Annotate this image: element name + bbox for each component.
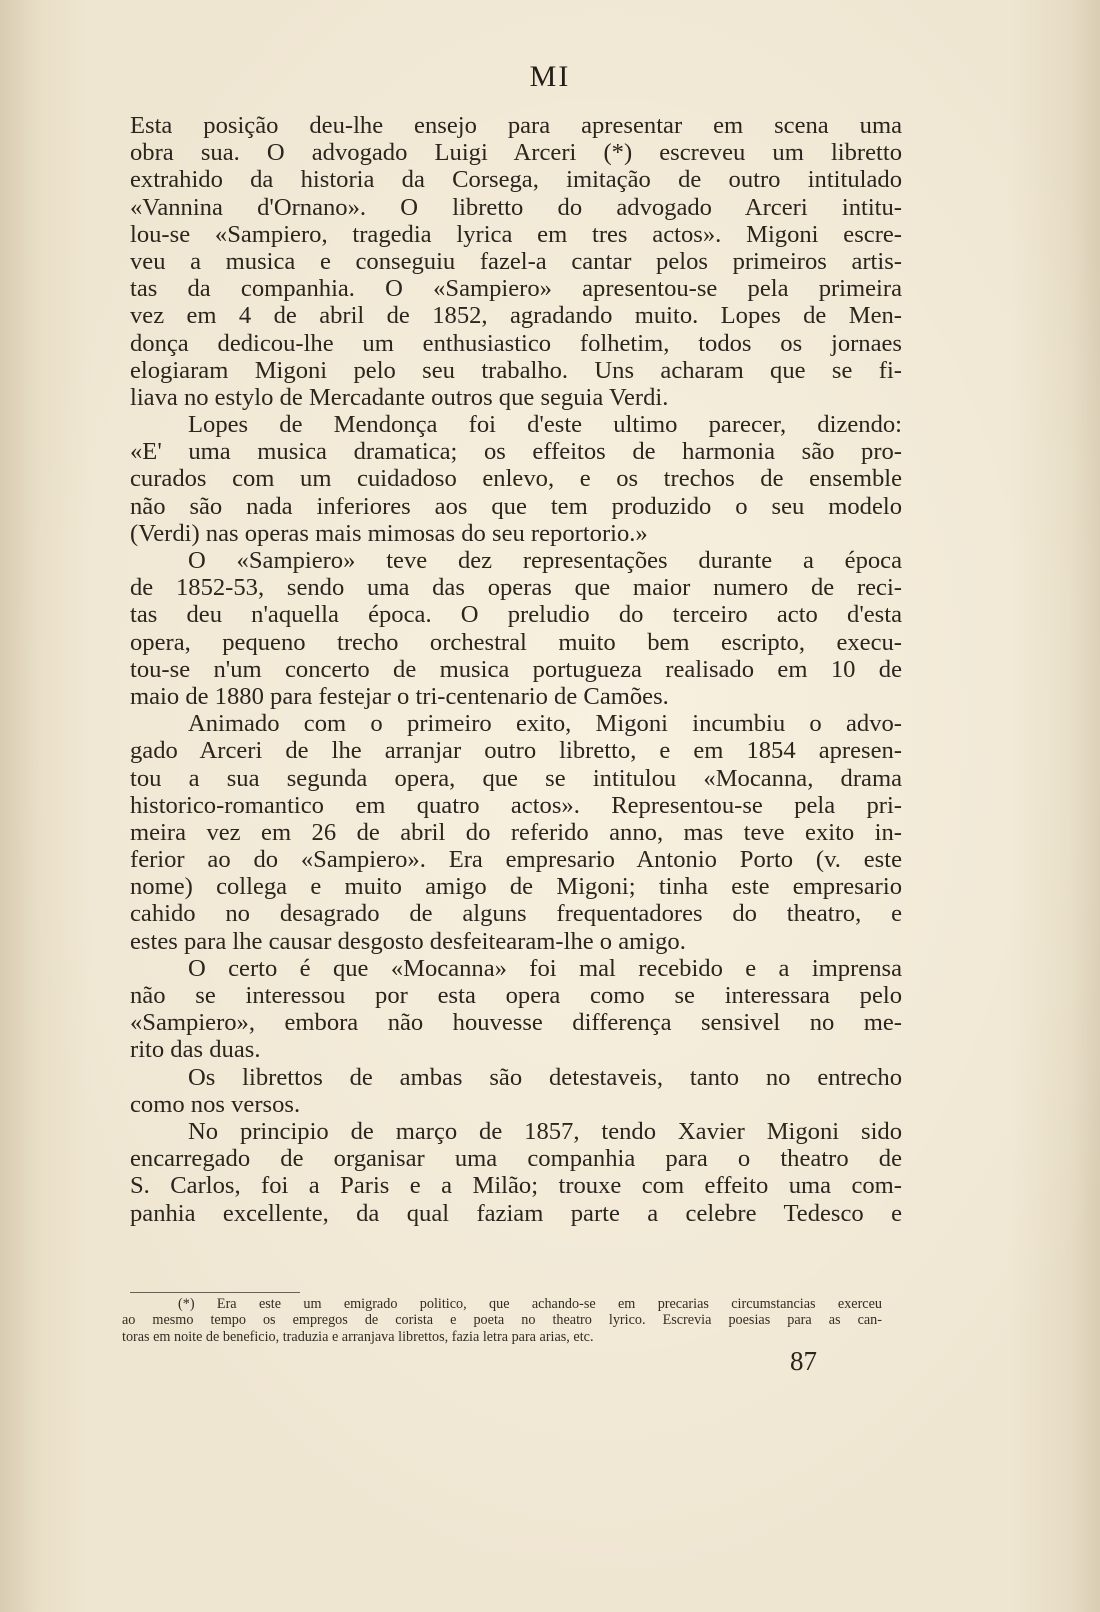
text-line: tou a sua segunda opera, que se intitulou «Mocanna, drama (130, 764, 902, 792)
text-line: panhia excellente, da qual faziam parte a celebre Tedesco e (130, 1199, 902, 1227)
text-line: Os librettos de ambas são detestaveis, tanto no entrecho (188, 1063, 902, 1091)
text-line: obra sua. O advogado Luigi Arceri (*) escreveu um libretto (130, 139, 902, 167)
footnote-divider (130, 1292, 300, 1293)
text-line: «E' uma musica dramatica; os effeitos de harmonia são pro- (130, 438, 902, 466)
text-line: Esta posição deu-lhe ensejo para apresentar em scena uma (130, 112, 902, 139)
text-line: estes para lhe causar desgosto desfeitearam-lhe o amigo. (130, 927, 686, 955)
footnote (122, 1296, 882, 1345)
text-line: tas da companhia. O «Sampiero» apresentou-se pela primeira (130, 275, 902, 303)
body-text (130, 112, 902, 1227)
text-line: (Verdi) nas operas mais mimosas do seu reportorio.» (130, 519, 648, 547)
footnote-line: (*) Era este um emigrado politico, que achando-se em precarias circumstancias exerceu (178, 1296, 882, 1312)
text-line: meira vez em 26 de abril do referido anno, mas teve exito in- (130, 818, 902, 846)
text-line: Animado com o primeiro exito, Migoni incumbiu o advo- (188, 710, 902, 738)
footnote-line: ao mesmo tempo os empregos de corista e poeta no theatro lyrico. Escrevia poesias para as can- (122, 1312, 882, 1329)
text-line: historico-romantico em quatro actos». Representou-se pela pri- (130, 791, 902, 819)
footnote-line: toras em noite de beneficio, traduzia e arranjava librettos, fazia letra para arias, etc. (122, 1328, 594, 1345)
text-line: liava no estylo de Mercadante outros que seguia Verdi. (130, 383, 669, 411)
text-line: tas deu n'aquella época. O preludio do terceiro acto d'esta (130, 601, 902, 629)
text-line: «Sampiero», embora não houvesse differença sensivel no me- (130, 1009, 902, 1037)
running-header: MI (529, 60, 571, 93)
text-line: vez em 4 de abril de 1852, agradando muito. Lopes de Men- (130, 302, 902, 330)
text-line: opera, pequeno trecho orchestral muito bem escripto, execu- (130, 628, 902, 656)
text-line: não são nada inferiores aos que tem produzido o seu modelo (130, 492, 902, 520)
page-number: 87 (790, 1346, 817, 1376)
text-line: encarregado de organisar uma companhia para o theatro de (130, 1145, 902, 1173)
text-line: como nos versos. (130, 1090, 301, 1118)
text-line: curados com um cuidadoso enlevo, e os trechos de ensemble (130, 465, 902, 493)
text-line: nome) collega e muito amigo de Migoni; tinha este empresario (130, 873, 902, 901)
text-line: extrahido da historia da Corsega, imitação de outro intitulado (130, 166, 902, 194)
text-line: ferior ao do «Sampiero». Era empresario Antonio Porto (v. este (130, 846, 902, 874)
text-line: veu a musica e conseguiu fazel-a cantar pelos primeiros artis- (130, 247, 902, 275)
text-line: Lopes de Mendonça foi d'este ultimo parecer, dizendo: (188, 411, 902, 439)
text-line: elogiaram Migoni pelo seu trabalho. Uns acharam que se fi- (130, 356, 902, 384)
text-line: No principio de março de 1857, tendo Xavier Migoni sido (188, 1117, 902, 1145)
text-line: lou-se «Sampiero, tragedia lyrica em tres actos». Migoni escre- (130, 220, 902, 248)
text-line: «Vannina d'Ornano». O libretto do advogado Arceri intitu- (130, 193, 902, 221)
text-line: de 1852-53, sendo uma das operas que maior numero de reci- (130, 574, 902, 602)
text-line: O certo é que «Mocanna» foi mal recebido e a imprensa (188, 954, 902, 982)
text-line: não se interessou por esta opera como se interessara pelo (130, 982, 902, 1009)
text-line: maio de 1880 para festejar o tri-centenario de Camões. (130, 682, 669, 710)
text-line: cahido no desagrado de alguns frequentadores do theatro, e (130, 900, 902, 928)
text-line: gado Arceri de lhe arranjar outro libretto, e em 1854 apresen- (130, 737, 902, 765)
text-line: rito das duas. (130, 1036, 261, 1064)
text-line: donça dedicou-lhe um enthusiastico folhetim, todos os jornaes (130, 329, 902, 357)
text-line: O «Sampiero» teve dez representações durante a época (188, 547, 902, 574)
text-line: tou-se n'um concerto de musica portugueza realisado em 10 de (130, 655, 902, 683)
text-line: S. Carlos, foi a Paris e a Milão; trouxe com effeito uma com- (130, 1172, 902, 1200)
